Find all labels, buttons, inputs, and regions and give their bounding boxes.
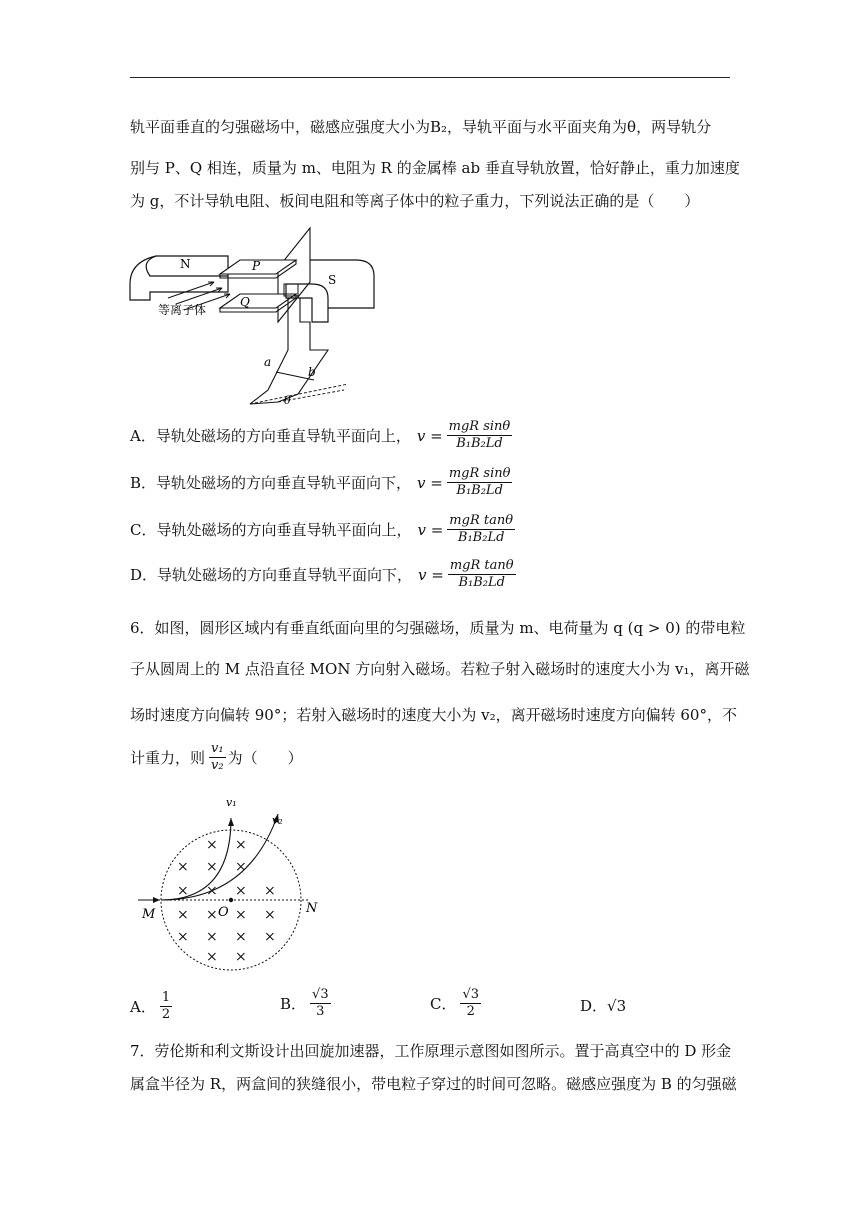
- fig-label-o: O: [218, 905, 229, 920]
- field-cross-icon: ×: [206, 859, 218, 875]
- field-cross-icon: ×: [235, 837, 247, 853]
- q6-choice-c[interactable]: C． $\frac{√3}{2}$: [430, 987, 480, 1019]
- field-cross-icon: ×: [206, 837, 218, 853]
- q5-line-2: 别与 P、Q 相连，质量为 m、电阻为 R 的金属棒 ab 垂直导轨放置，恰好静止，重力加速度: [130, 159, 740, 177]
- fig-label-theta: θ: [284, 394, 291, 407]
- field-cross-icon: ×: [206, 883, 218, 899]
- q6-choice-a[interactable]: A． $\frac{1}{2}$: [130, 990, 171, 1022]
- q5-option-c[interactable]: C．导轨处磁场的方向垂直导轨平面向上， v = $\frac{\text{mgR tanθ}}{\text{B₁B₂Ld}}$: [130, 513, 514, 545]
- field-cross-icon: ×: [235, 949, 247, 965]
- fig-label-s: S: [328, 273, 337, 287]
- fig-label-n: N: [180, 257, 191, 271]
- q5-line-3: 为 g，不计导轨电阻、板间电阻和等离子体中的粒子重力，下列说法正确的是（ ）: [130, 192, 700, 210]
- fig-label-plasma: 等离子体: [158, 303, 207, 317]
- magnetic-field-circle-figure: [138, 790, 338, 980]
- fig-label-b: b: [308, 365, 316, 379]
- q5-option-d[interactable]: D．导轨处磁场的方向垂直导轨平面向下， v = $\frac{\text{mgR tanθ}}{\text{B₁B₂Ld}}$: [130, 558, 514, 590]
- trajectory-v1: [161, 818, 231, 900]
- q6-line-1: 6．如图，圆形区域内有垂直纸面向里的匀强磁场，质量为 m、电荷量为 q (q > 0) 的带电粒: [130, 619, 746, 637]
- q7-line-1: 7．劳伦斯和利文斯设计出回旋加速器，工作原理示意图如图所示。置于高真空中的 D 形金: [130, 1042, 732, 1060]
- field-cross-icon: ×: [264, 907, 276, 923]
- mhd-generator-figure: [128, 222, 388, 412]
- fig-label-p: P: [252, 259, 261, 273]
- field-cross-icon: ×: [206, 949, 218, 965]
- field-cross-icon: ×: [177, 929, 189, 945]
- q6-choice-d[interactable]: D． √3: [580, 996, 627, 1015]
- center-point: [229, 898, 233, 902]
- header-rule: [130, 77, 730, 78]
- fig-label-v2: v₂: [272, 814, 283, 827]
- field-cross-icon: ×: [235, 883, 247, 899]
- field-cross-icon: ×: [235, 859, 247, 875]
- entry-arrow: [153, 897, 160, 903]
- q5-option-a[interactable]: A．导轨处磁场的方向垂直导轨平面向上， v = $\frac{\text{mgR sinθ}}{\text{B₁B₂Ld}}$: [130, 419, 511, 451]
- q6-line-4: 计重力，则 $\frac{\text{v₁}}{\text{v₂}}$ 为（ ）: [130, 741, 303, 773]
- field-cross-icon: ×: [177, 859, 189, 875]
- q6-choice-b[interactable]: B． $\frac{√3}{3}$: [280, 987, 329, 1019]
- fig-label-v1: v₁: [226, 796, 237, 809]
- fig-label-a: a: [264, 355, 272, 369]
- fig-label-q: Q: [240, 295, 250, 309]
- q6-line-3: 场时速度方向偏转 90°；若射入磁场时的速度大小为 v₂，离开磁场时速度方向偏转 60°，不: [130, 706, 737, 724]
- fig-label-m: M: [142, 907, 156, 922]
- field-cross-icon: ×: [235, 929, 247, 945]
- field-cross-icon: ×: [264, 929, 276, 945]
- q7-line-2: 属盒半径为 R，两盒间的狭缝很小，带电粒子穿过的时间可忽略。磁感应强度为 B 的匀强磁: [130, 1075, 737, 1093]
- q6-line-2: 子从圆周上的 M 点沿直径 MON 方向射入磁场。若粒子射入磁场时的速度大小为 v₁，离开磁: [130, 660, 750, 678]
- field-cross-icon: ×: [177, 907, 189, 923]
- field-cross-icon: ×: [264, 883, 276, 899]
- field-cross-icon: ×: [235, 907, 247, 923]
- fig-label-n2: N: [306, 901, 318, 916]
- field-cross-icon: ×: [206, 929, 218, 945]
- q5-option-b[interactable]: B．导轨处磁场的方向垂直导轨平面向下， v = $\frac{\text{mgR sinθ}}{\text{B₁B₂Ld}}$: [130, 466, 511, 498]
- field-cross-icon: ×: [177, 883, 189, 899]
- q5-line-1: 轨平面垂直的匀强磁场中，磁感应强度大小为B₂，导轨平面与水平面夹角为θ，两导轨分: [130, 118, 712, 136]
- field-cross-icon: ×: [206, 907, 218, 923]
